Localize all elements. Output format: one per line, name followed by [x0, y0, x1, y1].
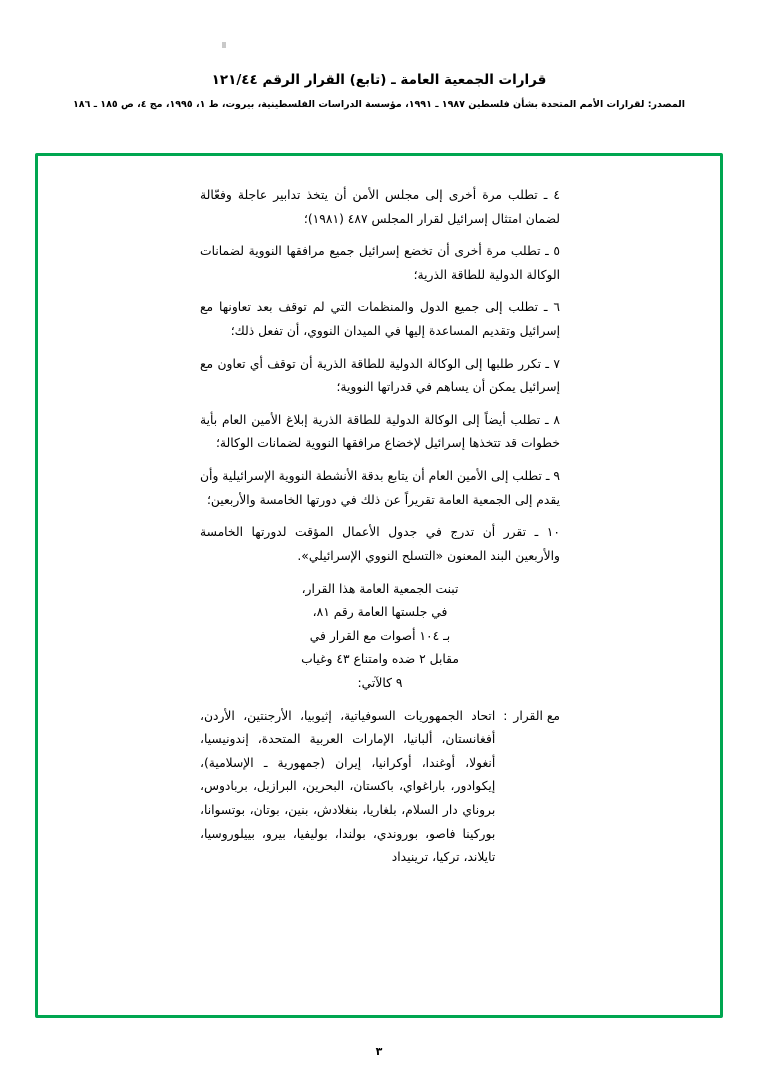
page-title: قرارات الجمعية العامة ـ (تابع) القرار الرقم ١٢١/٤٤ [211, 72, 547, 88]
votes-in-favour-countries: اتحاد الجمهوريات السوفياتية، إثيوبيا، الأرجنتين، الأردن، أفغانستان، ألبانيا، الإمارات العربية المتحدة، إندونيسيا، أنغولا، أوغندا، أوكرانيا، إيران (جمهورية ـ الإسلامية)، إيكوادور، باراغواي، باكستان، البحرين، البرازيل، بربادوس، بروناي دار السلام، بلغاريا، بنغلادش، بنين، بوتان، بوتسوانا، بوركينا فاصو، بوروندي، بولندا، بوليفيا، بيرو، بييلوروسيا، تايلاند، تركيا، ترينيداد [200, 708, 496, 865]
vote-summary-line: في جلستها العامة رقم ٨١، [312, 605, 448, 620]
clause-paragraph: ٤ ـ تطلب مرة أخرى إلى مجلس الأمن أن يتخذ تدابير عاجلة وفعّالة لضمان امتثال إسرائيل لقرار المجلس ٤٨٧ (١٩٨١)؛ [200, 188, 560, 226]
vote-summary-line: بـ ١٠٤ أصوات مع القرار في [309, 628, 451, 643]
page-number: ٣ [375, 1045, 383, 1058]
scan-artifact-mark [222, 42, 226, 48]
clause-paragraph: ٩ ـ تطلب إلى الأمين العام أن يتابع بدقة الأنشطة النووية الإسرائيلية وأن يقدم إلى الجمعية العامة تقريراً عن ذلك في دورتها الخامسة والأربعين؛ [200, 469, 560, 507]
content-frame [35, 153, 723, 1018]
clause-paragraph: ٨ ـ تطلب أيضاً إلى الوكالة الدولية للطاقة الذرية إبلاغ الأمين العام بأية خطوات قد تتخذها إسرائيل لإخضاع مرافقها النووية لضمانات الوكالة؛ [200, 412, 560, 451]
clause-paragraph: ٦ ـ تطلب إلى جميع الدول والمنظمات التي لم توقف بعد تعاونها مع إسرائيل وتقديم المساعدة إليها في الميدان النووي، أن تفعل ذلك؛ [200, 300, 560, 339]
clause-paragraph: ٧ ـ تكرر طلبها إلى الوكالة الدولية للطاقة الذرية أن توقف أي تعاون مع إسرائيل يمكن أن يساهم في قدراتها النووية؛ [200, 356, 560, 395]
vote-summary-line: ٩ كالآتي: [357, 675, 403, 690]
vote-summary [200, 578, 560, 696]
resolution-body [200, 184, 560, 870]
clause-paragraph: ١٠ ـ تقرر أن تدرج في جدول الأعمال المؤقت لدورتها الخامسة والأربعين البند المعنون «التسلح النووي الإسرائيلي». [200, 525, 560, 563]
vote-summary-line: تبنت الجمعية العامة هذا القرار، [301, 581, 459, 596]
votes-in-favour-label: مع القرار [513, 708, 560, 723]
clause-paragraph: ٥ ـ تطلب مرة أخرى أن تخضع إسرائيل جميع مرافقها النووية لضمانات الوكالة الدولية للطاقة الذرية؛ [200, 244, 560, 282]
votes-in-favour-list [200, 705, 560, 870]
source-line: المصدر: لقرارات الأمم المتحدة بشأن فلسطين ١٩٨٧ ـ ١٩٩١، مؤسسة الدراسات الفلسطينية، بيروت، ط ١، ١٩٩٥، مج ٤، ص ١٨٥ ـ ١٨٦ [72, 99, 686, 110]
votes-in-favour-colon: : [503, 708, 508, 723]
vote-summary-line: مقابل ٢ ضده وامتناع ٤٣ وغياب [301, 652, 459, 667]
document-header [0, 0, 758, 110]
